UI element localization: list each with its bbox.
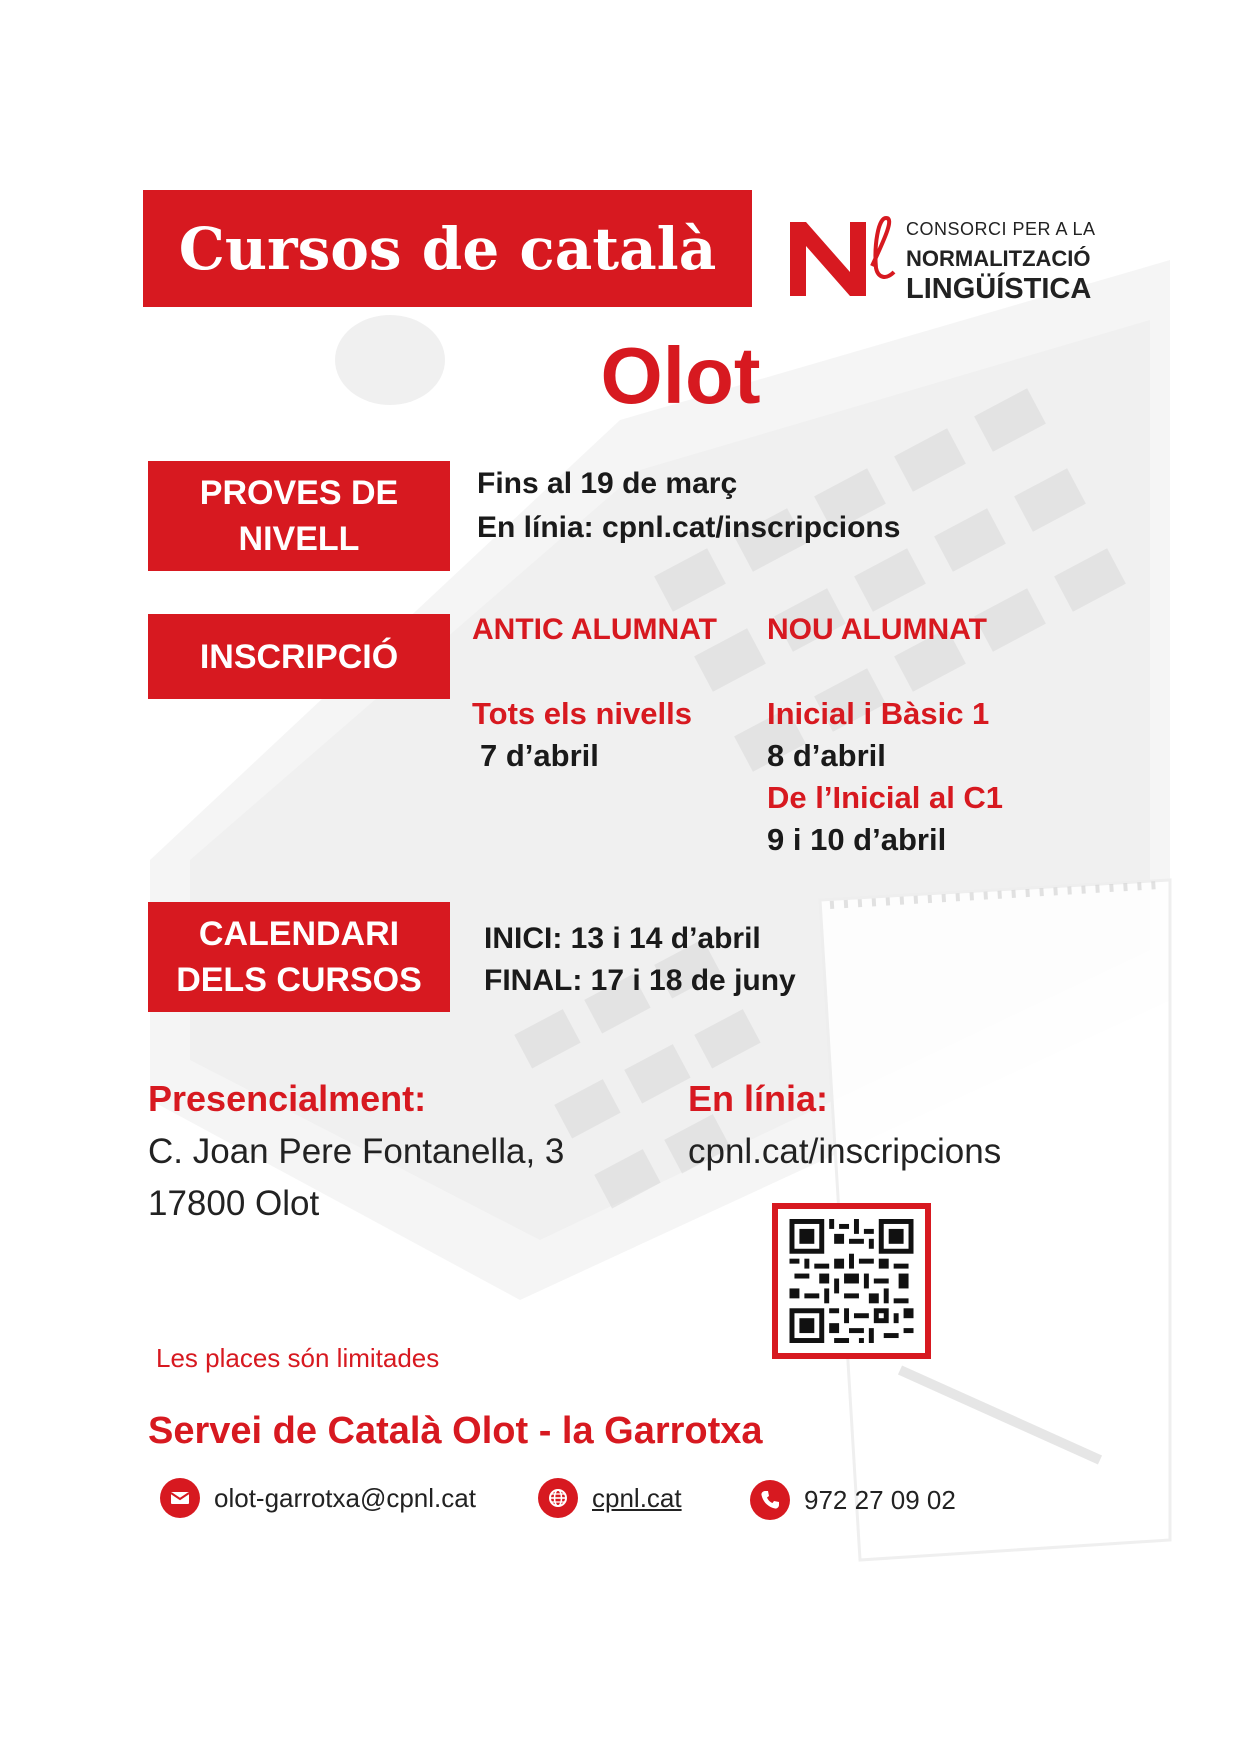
phone-icon [750, 1480, 790, 1520]
proves-label-box [148, 461, 450, 571]
nou-date2: 9 i 10 d’abril [767, 822, 947, 857]
nou-level1: Inicial i Bàsic 1 [767, 696, 990, 731]
online-heading [688, 1078, 1001, 1120]
presencial-address1: C. Joan Pere Fontanella, 3 [148, 1132, 565, 1171]
email-icon [160, 1478, 200, 1518]
proves-info [477, 462, 900, 550]
online-url[interactable]: cpnl.cat/inscripcions [688, 1132, 1002, 1171]
calendari-label-line2: DELS CURSOS [176, 961, 422, 999]
proves-label-line2: NIVELL [238, 520, 360, 558]
logo-text-line3: LINGÜÍSTICA [906, 273, 1092, 305]
presencial-heading [148, 1078, 564, 1120]
contact-email[interactable] [160, 1478, 476, 1518]
proves-deadline: Fins al 19 de març [477, 467, 738, 500]
online-section [688, 1078, 1001, 1178]
online-heading-colon: : [816, 1078, 829, 1119]
presencial-section [148, 1078, 564, 1230]
proves-online: En línia: cpnl.cat/inscripcions [477, 511, 901, 544]
antic-alumnat-heading: ANTIC ALUMNAT [472, 613, 717, 646]
presencial-heading-text: Presencialment [148, 1078, 415, 1119]
city-title: Olot [600, 331, 761, 420]
nou-alumnat-heading: NOU ALUMNAT [767, 613, 987, 646]
contact-email-text[interactable]: olot-garrotxa@cpnl.cat [214, 1482, 476, 1513]
nou-alumnat-column [767, 693, 1003, 861]
proves-label-line1: PROVES DE [199, 474, 399, 512]
antic-date: 7 d’abril [480, 738, 599, 773]
contact-phone[interactable] [750, 1480, 956, 1520]
calendari-label-box [148, 902, 450, 1012]
presencial-heading-colon: : [414, 1078, 427, 1119]
contact-phone-text[interactable]: 972 27 09 02 [804, 1484, 956, 1515]
qr-code-icon [788, 1219, 915, 1343]
logo-text-line2: NORMALITZACIÓ [906, 246, 1091, 271]
online-heading-text: En línia [688, 1078, 817, 1119]
nou-level2: De l’Inicial al C1 [767, 780, 1004, 815]
nou-date1: 8 d’abril [767, 738, 886, 773]
places-limit-notice: Les places són limitades [156, 1343, 440, 1373]
cpnl-logo-mark-icon [790, 216, 900, 296]
presencial-address2: 17800 Olot [148, 1184, 320, 1223]
contact-web-link[interactable]: cpnl.cat [592, 1482, 682, 1513]
calendari-label-line1: CALENDARI [198, 915, 400, 953]
antic-alumnat-column [472, 693, 692, 777]
cpnl-logo [790, 212, 1100, 305]
inscripcio-label-box [148, 614, 450, 699]
antic-level: Tots els nivells [472, 696, 692, 731]
calendari-final: FINAL: 17 i 18 de juny [484, 964, 796, 997]
logo-text-line1: CONSORCI PER A LA [906, 219, 1096, 239]
calendari-inici: INICI: 13 i 14 d’abril [484, 922, 761, 955]
globe-icon [538, 1478, 578, 1518]
calendari-info [484, 918, 796, 1002]
inscripcio-label: INSCRIPCIÓ [199, 637, 399, 676]
page-title: Cursos de català [178, 214, 717, 283]
qr-code[interactable] [772, 1203, 931, 1359]
contact-web[interactable] [538, 1478, 682, 1518]
servei-title: Servei de Català Olot - la Garrotxa [148, 1410, 763, 1452]
title-banner [143, 190, 752, 307]
